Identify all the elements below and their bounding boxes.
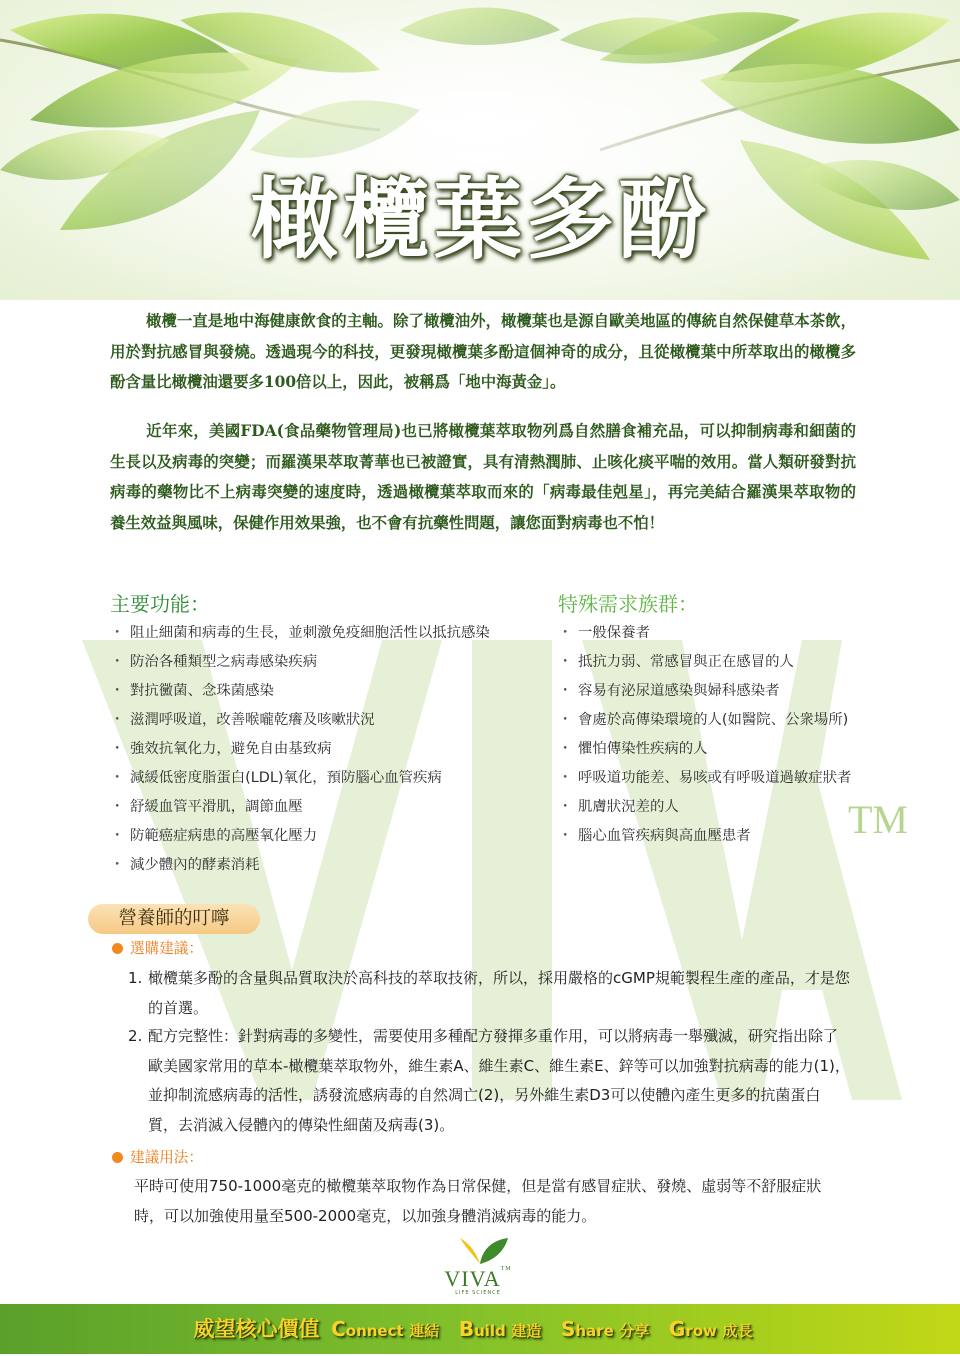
purchase-advice-item-1: 1. 橄欖葉多酚的含量與品質取決於高科技的萃取技術，所以，採用嚴格的cGMP規範製程生產的產品，才是您的首選。: [128, 969, 850, 1017]
list-item: ・ 防範癌症病患的高壓氧化壓力: [110, 828, 318, 844]
intro-paragraph-1: 橄欖一直是地中海健康飲食的主軸。除了橄欖油外，橄欖葉也是源自歐美地區的傳統自然保健草本茶飲，用於對抗感冒與發燒。透過現今的科技，更發現橄欖葉多酚這個神奇的成分，且從橄欖葉中所萃取出的橄欖多酚含量比橄欖油還要多100倍以上，因此，被稱爲「地中海黃金」。: [110, 312, 856, 391]
viva-logo-text: VIVA™: [444, 1266, 512, 1291]
usage-text: 平時可使用750-1000毫克的橄欖葉萃取物作為日常保健，但是當有感冒症狀、發燒、虛弱等不舒服症狀時，可以加強使用量至500-2000毫克，以加強身體消滅病毒的能力。: [134, 1177, 822, 1225]
watermark-tm: TM: [848, 797, 908, 842]
purchase-advice-heading: 選購建議：: [112, 937, 203, 958]
list-item: ・ 肌膚狀況差的人: [558, 799, 679, 815]
footer-band: [0, 1304, 960, 1354]
special-groups-heading: 特殊需求族群：: [558, 592, 698, 616]
list-item: ・ 阻止細菌和病毒的生長，並刺激免疫細胞活性以抵抗感染: [110, 625, 490, 641]
list-item: ・ 腦心血管疾病與高血壓患者: [558, 828, 751, 844]
list-item: ・ 容易有泌尿道感染與婦科感染者: [558, 683, 780, 699]
list-item: ・ 強效抗氧化力，避免自由基致病: [110, 741, 332, 757]
main-functions-list: [110, 619, 490, 880]
list-item: ・ 減緩低密度脂蛋白(LDL)氧化，預防腦心血管疾病: [110, 770, 442, 786]
list-item: ・ 一般保養者: [558, 625, 650, 641]
main-functions-heading: 主要功能：: [110, 592, 210, 616]
list-item: ・ 呼吸道功能差、易咳或有呼吸道過敏症狀者: [558, 770, 852, 786]
page-title: 橄欖葉多酚: [249, 167, 710, 271]
list-item: ・ 懼怕傳染性疾病的人: [558, 741, 708, 757]
usage-heading: 建議用法：: [112, 1146, 203, 1167]
list-item: ・ 減少體內的酵素消耗: [110, 857, 260, 873]
orange-bullet-icon: [112, 943, 123, 954]
intro-paragraph-2: 近年來，美國FDA(食品藥物管理局)也已將橄欖葉萃取物列爲自然膳食補充品，可以抑制病毒和細菌的生長以及病毒的突變；而羅漢果萃取菁華也已被證實，具有清熱潤肺、止咳化痰平喘的效用。當人類研發對抗病毒的藥物比不上病毒突變的速度時，透過橄欖葉萃取而來的「病毒最佳剋星」，再完美結合羅漢果萃取物的養生效益與風味，保健作用效果強，也不會有抗藥性問題，讓您面對病毒也不怕！: [110, 422, 856, 532]
special-groups-list: [558, 619, 851, 851]
orange-bullet-icon: [112, 1152, 123, 1163]
dietitian-advice-tab: 營養師的叮嚀: [88, 904, 260, 934]
list-item: ・ 滋潤呼吸道，改善喉嚨乾癢及咳嗽狀況: [110, 712, 375, 728]
core-values-slogan: 威望核心價值 Connect 連結 Build 建造 Share 分享 Grow 成長: [193, 1316, 753, 1341]
list-item: ・ 防治各種類型之病毒感染疾病: [110, 654, 318, 670]
hero-banner: [0, 0, 960, 300]
list-item: ・ 會處於高傳染環境的人(如醫院、公衆場所): [558, 712, 849, 728]
list-item: ・ 舒緩血管平滑肌，調節血壓: [110, 799, 303, 815]
purchase-advice-item-2: 2. 配方完整性：針對病毒的多變性，需要使用多種配方發揮多重作用，可以將病毒一舉殲滅，研究指出除了歐美國家常用的草本-橄欖葉萃取物外，維生素A、維生素C、維生素E、鋅等可以加強對抗病毒的能力(1)，並抑制流感病毒的活性，誘發流感病毒的自然凋亡(2)，另外維生素D3可以使體內產生更多的抗菌蛋白質，去消滅入侵體內的傳染性細菌及病毒(3)。: [128, 1027, 850, 1134]
viva-logo-subtitle: LIFE SCIENCE: [455, 1290, 501, 1296]
list-item: ・ 對抗黴菌、念珠菌感染: [110, 683, 274, 699]
list-item: ・ 抵抗力弱、常感冒與正在感冒的人: [558, 654, 794, 670]
